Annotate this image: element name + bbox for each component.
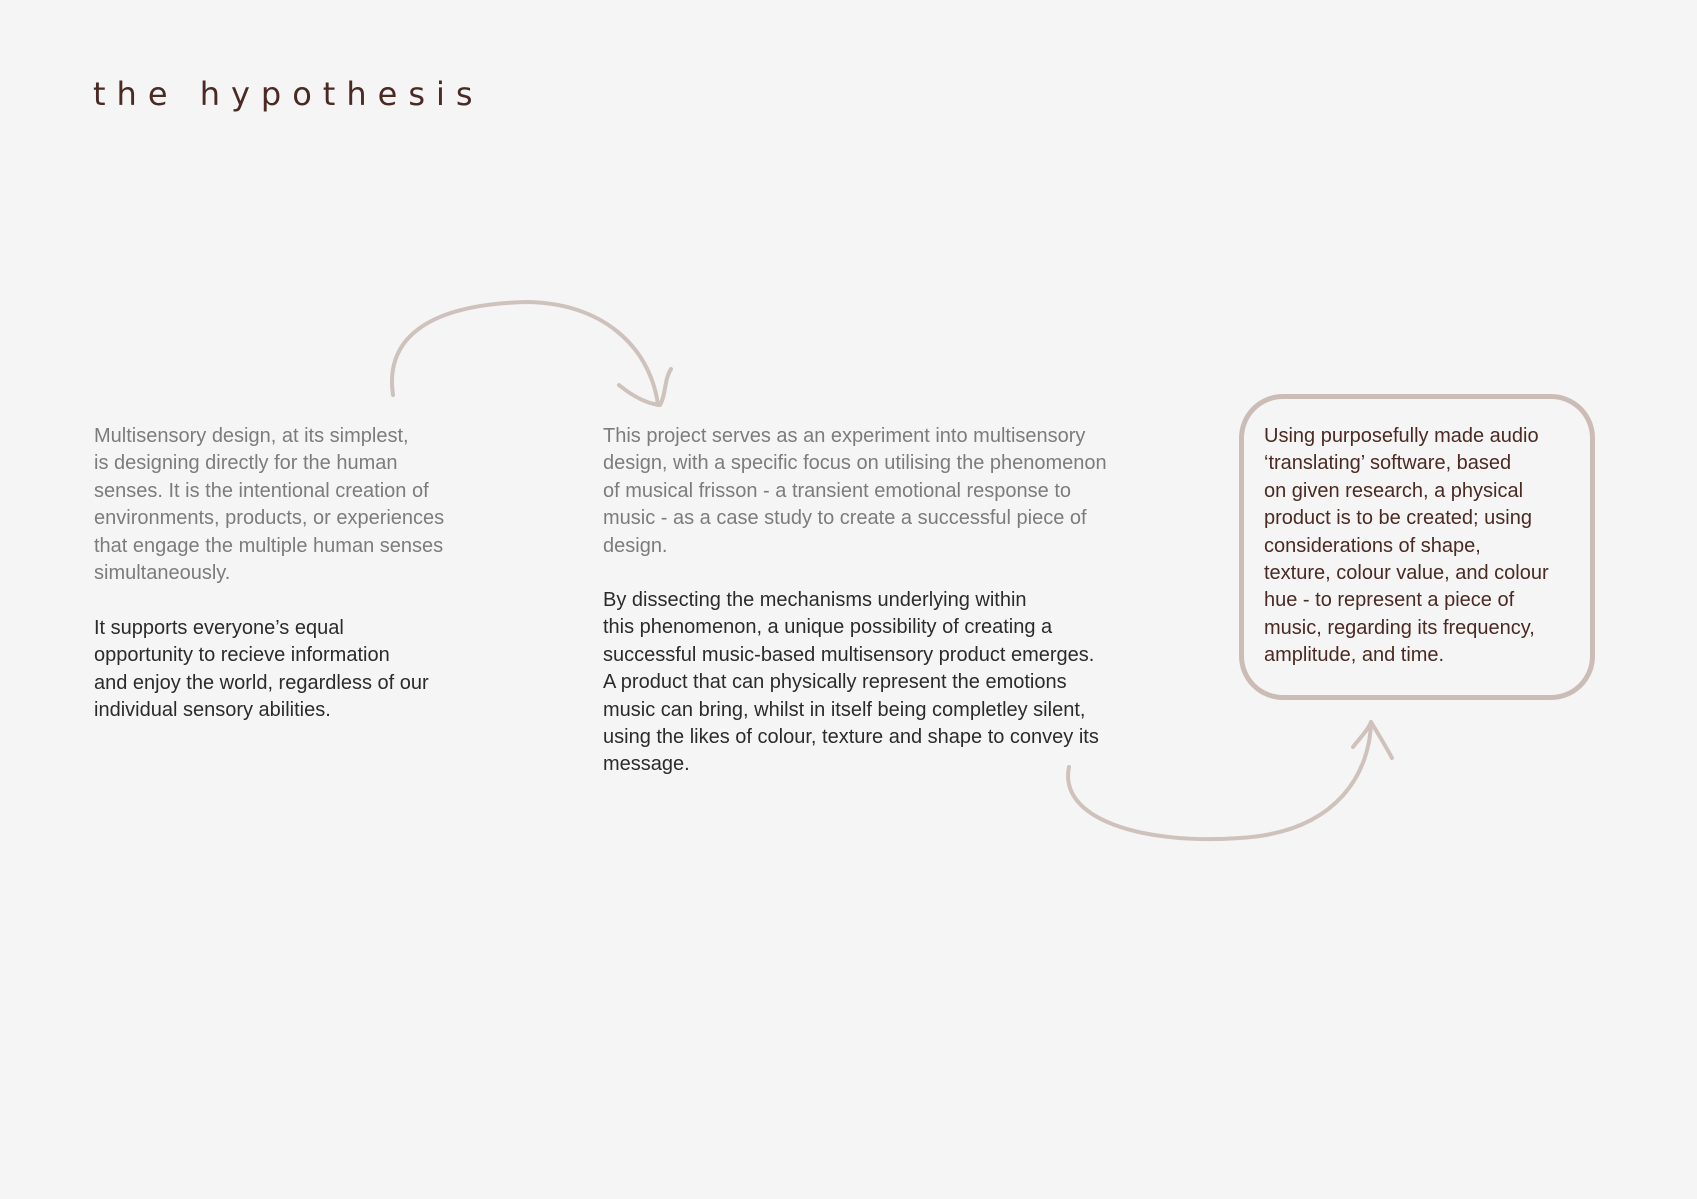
multisensory-definition-text: Multisensory design, at its simplest, is designing directly for the human senses. It is the intentional creation of environments, products, or experiences that engage the multiple human senses simultaneously. [94,425,445,585]
project-intro-text: This project serves as an experiment into multisensory design, with a specific focus on utilising the phenomenon of musical frisson - a transient emotional response to music - as a case study to create a successful piece of design. [603,425,1107,557]
curved-arrow-top-icon [392,302,671,405]
page-title: the hypothesis [93,75,484,113]
mechanisms-text: By dissecting the mechanisms underlying within this phenomenon, a unique possibility of creating a successful music-based multisensory product emerges. A product that can physically represent the emotions music can bring, whilst in itself being completley silent, using the likes of colour, texture and shape to convey its message. [603,589,1099,776]
hypothesis-box-text: Using purposefully made audio ‘translating’ software, based on given research, a physical product is to be created; using considerations of shape, texture, colour value, and colour hue - to represent a piece of music, regarding its frequency, amplitude, and time. [1264,425,1549,667]
equal-opportunity-text: It supports everyone’s equal opportunity to recieve information and enjoy the world, regardless of our individual sensory abilities. [94,617,429,722]
